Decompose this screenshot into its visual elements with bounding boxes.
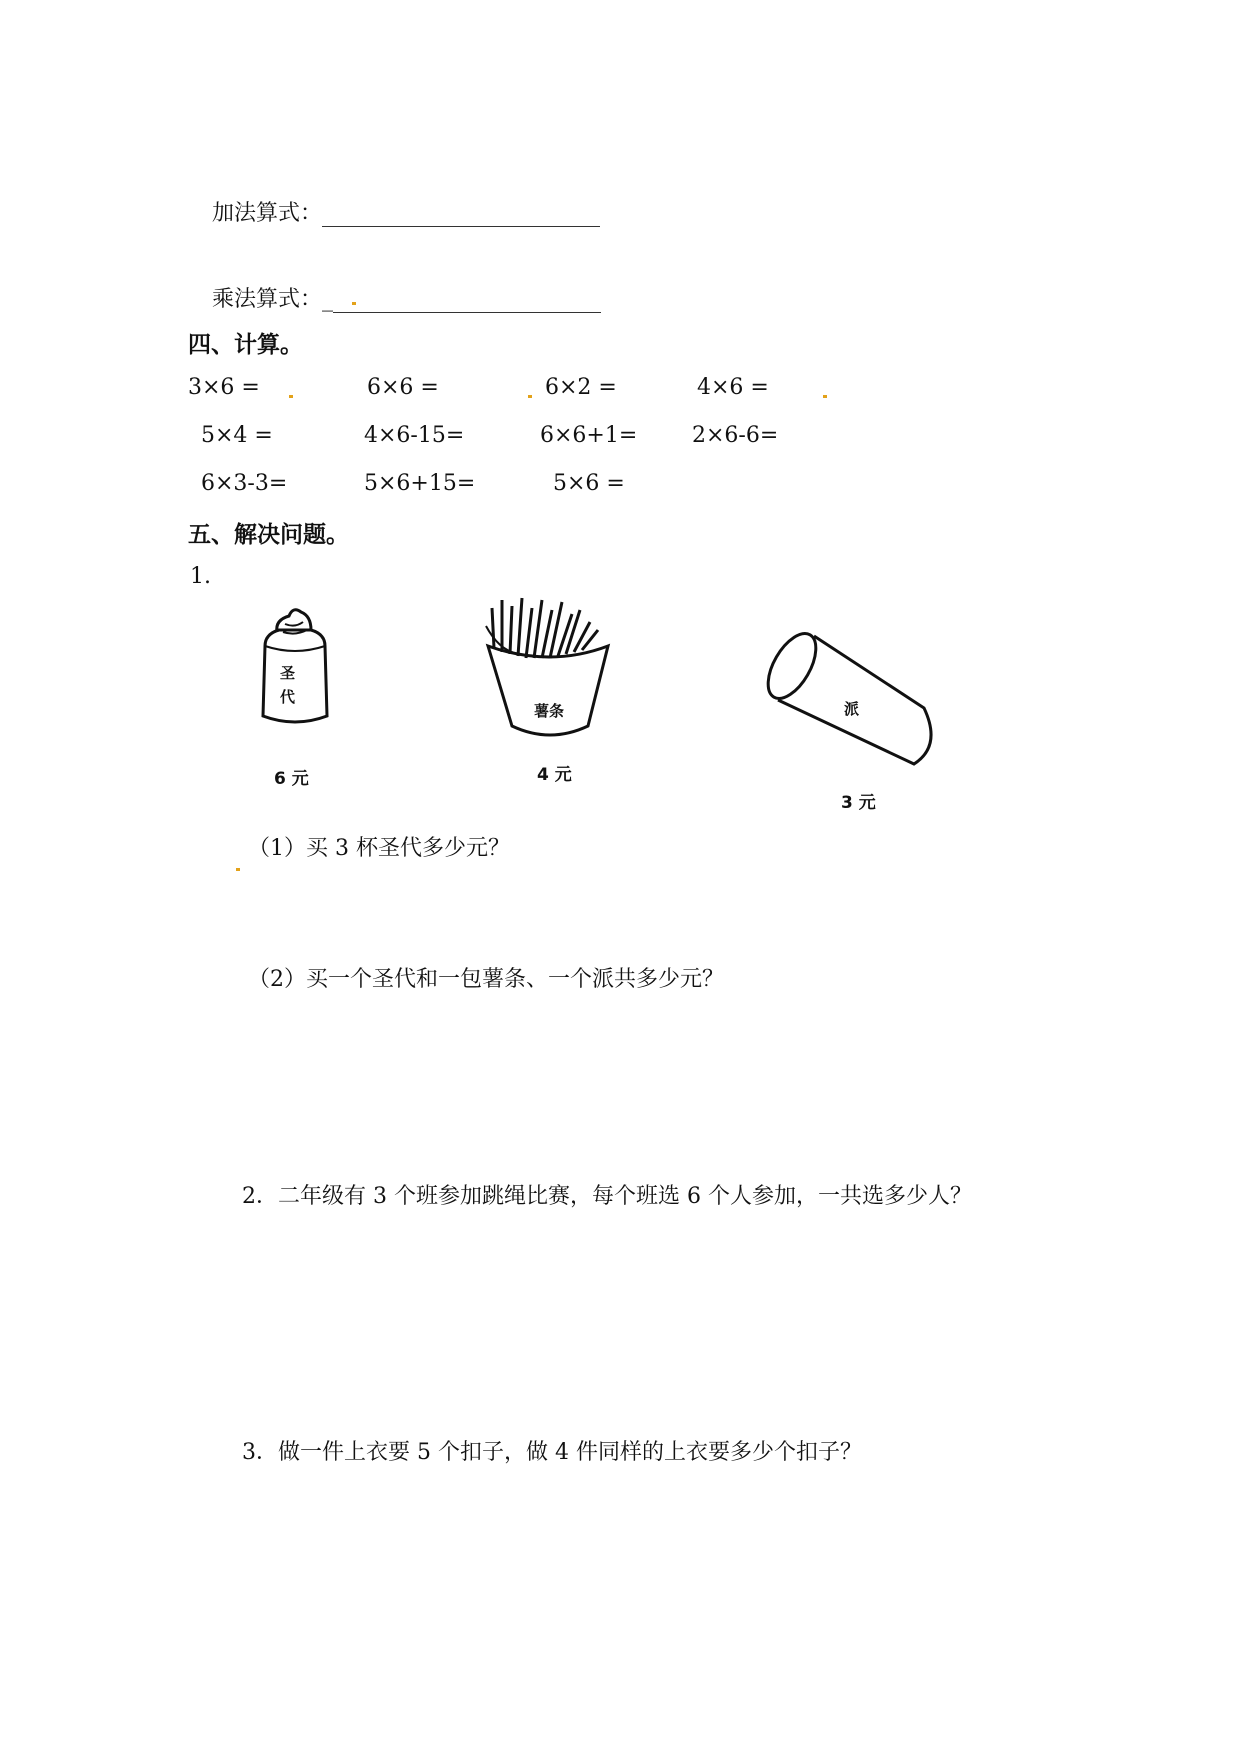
calc-3-2: 5×6+15=	[364, 471, 476, 496]
question-1-number: 1.	[190, 564, 211, 589]
multiplication-formula-row	[212, 282, 601, 313]
calc-1-2: 6×6 =	[367, 375, 439, 400]
calc-1-4: 4×6 =	[697, 375, 769, 400]
multiplication-label: 乘法算式：	[212, 287, 323, 312]
mark-dot	[528, 395, 532, 398]
fries-label: 薯条	[534, 702, 565, 720]
question-2: 2．二年级有 3 个班参加跳绳比赛，每个班选 6 个人参加，一共选多少人？	[242, 1184, 972, 1209]
sundae-label-bottom: 代	[280, 688, 296, 706]
addition-formula-row	[212, 196, 600, 227]
sundae-label-top: 圣	[280, 664, 296, 682]
calc-2-2: 4×6-15=	[364, 423, 465, 448]
pie-icon	[764, 616, 944, 776]
section4-heading: 四、计算。	[188, 332, 303, 358]
calc-2-4: 2×6-6=	[692, 423, 779, 448]
section5-heading: 五、解决问题。	[188, 522, 349, 548]
calc-2-3: 6×6+1=	[540, 423, 638, 448]
calc-3-1: 6×3-3=	[201, 471, 288, 496]
mark-dot	[352, 302, 356, 305]
pie-label: 派	[844, 700, 860, 718]
calc-1-1: 3×6 =	[188, 375, 260, 400]
fries-price: 4 元	[537, 765, 572, 785]
question-3: 3．做一件上衣要 5 个扣子，做 4 件同样的上衣要多少个扣子？	[242, 1440, 862, 1465]
multiplication-answer-line[interactable]	[333, 290, 601, 313]
fries-icon	[480, 596, 620, 744]
question-1-sub-2: （2）买一个圣代和一包薯条、一个派共多少元？	[248, 967, 724, 992]
calc-2-1: 5×4 =	[201, 423, 273, 448]
addition-label: 加法算式：	[212, 201, 323, 226]
mark-dot	[823, 395, 827, 398]
calc-1-3: 6×2 =	[545, 375, 617, 400]
calc-3-3: 5×6 =	[553, 471, 625, 496]
pie-price: 3 元	[841, 793, 876, 813]
multiplication-prefix: _	[322, 287, 334, 312]
addition-answer-line[interactable]	[322, 204, 600, 227]
mark-dot	[236, 868, 240, 871]
mark-dot	[289, 395, 293, 398]
question-1-sub-1: （1）买 3 杯圣代多少元？	[248, 836, 510, 861]
sundae-price: 6 元	[274, 769, 309, 789]
